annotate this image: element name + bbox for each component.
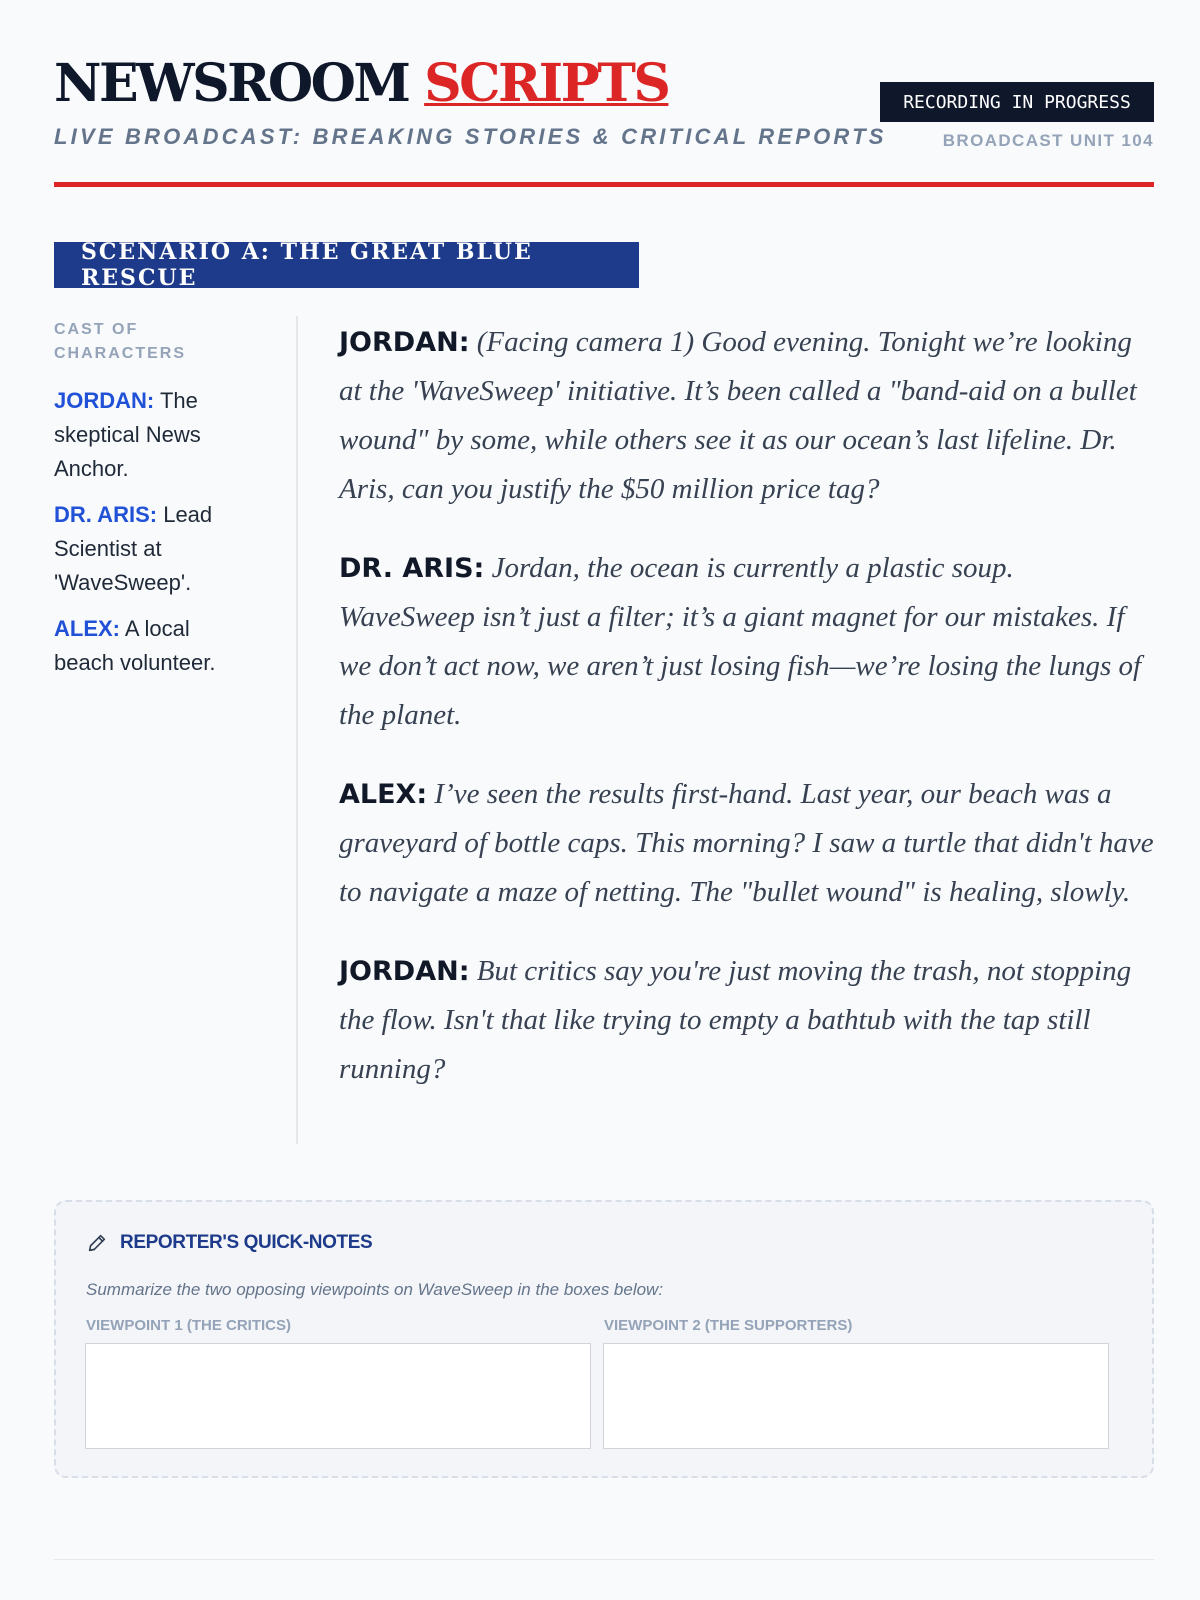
script-line	[339, 318, 1154, 514]
speaker-name: JORDAN:	[339, 327, 470, 358]
viewpoint2-input[interactable]	[603, 1343, 1109, 1449]
pencil-icon	[86, 1232, 108, 1254]
scenario-banner: SCENARIO A: THE GREAT BLUE RESCUE	[54, 242, 639, 288]
cast-name: ALEX:	[54, 616, 120, 641]
brand-newsroom: NEWSROOM	[54, 53, 409, 114]
line-text: I’ve seen the results first-hand. Last year, our beach was a graveyard of bottle caps. This morning? I saw a turtle that didn't have to navigate a maze of netting. The "bullet wound" is healing, slowly.	[339, 778, 1154, 908]
line-text: But critics say you're just moving the trash, not stopping the flow. Isn't that like trying to empty a bathtub with the tap still running?	[339, 955, 1132, 1085]
cast-member	[54, 612, 254, 680]
cast-member	[54, 498, 254, 600]
script-line	[339, 947, 1154, 1094]
speaker-name: DR. ARIS:	[339, 553, 485, 584]
cast-desc: Lead Scientist at 'WaveSweep'.	[54, 502, 213, 595]
cast-desc: The skeptical News Anchor.	[54, 388, 201, 481]
script-body	[339, 318, 1154, 1124]
column-divider	[296, 316, 298, 1144]
quick-notes-header	[86, 1232, 372, 1254]
header-divider	[54, 182, 1154, 187]
cast-title: CAST OF CHARACTERS	[54, 321, 186, 362]
broadcast-subtitle: LIVE BROADCAST: BREAKING STORIES & CRITICAL REPORTS	[54, 124, 887, 149]
page	[54, 0, 1154, 1600]
cast-member	[54, 384, 254, 486]
cast-name: JORDAN:	[54, 388, 155, 413]
cast-sidebar	[54, 318, 254, 692]
viewpoint1-label: VIEWPOINT 1 (THE CRITICS)	[86, 1317, 292, 1334]
viewpoint2-label: VIEWPOINT 2 (THE SUPPORTERS)	[604, 1317, 853, 1334]
viewpoint1-input[interactable]	[85, 1343, 591, 1449]
quick-notes-instructions: Summarize the two opposing viewpoints on WaveSweep in the boxes below:	[86, 1280, 664, 1299]
quick-notes-title: REPORTER'S QUICK-NOTES	[120, 1232, 373, 1253]
brand-title	[54, 52, 668, 116]
quick-notes-panel	[54, 1200, 1154, 1478]
brand-scripts: SCRIPTS	[424, 53, 669, 114]
line-text: Jordan, the ocean is currently a plastic soup. WaveSweep isn’t just a filter; it’s a giant magnet for our mistakes. If we don’t act now, we aren’t just losing fish—we’re losing the lungs of the planet.	[339, 552, 1142, 731]
speaker-name: JORDAN:	[339, 956, 470, 987]
line-text: (Facing camera 1) Good evening. Tonight we’re looking at the 'WaveSweep' initiative. It’s been called a "band-aid on a bullet wound" by some, while others see it as our ocean’s last lifeline. Dr. Aris, can you justify the $50 million price tag?	[339, 326, 1137, 505]
speaker-name: ALEX:	[339, 779, 428, 810]
broadcast-unit: BROADCAST UNIT 104	[942, 131, 1154, 150]
footer-divider	[54, 1559, 1154, 1560]
cast-name: DR. ARIS:	[54, 502, 158, 527]
cast-desc: A local beach volunteer.	[54, 616, 216, 675]
recording-badge: RECORDING IN PROGRESS	[880, 82, 1154, 122]
script-line	[339, 770, 1154, 917]
script-line	[339, 544, 1154, 740]
